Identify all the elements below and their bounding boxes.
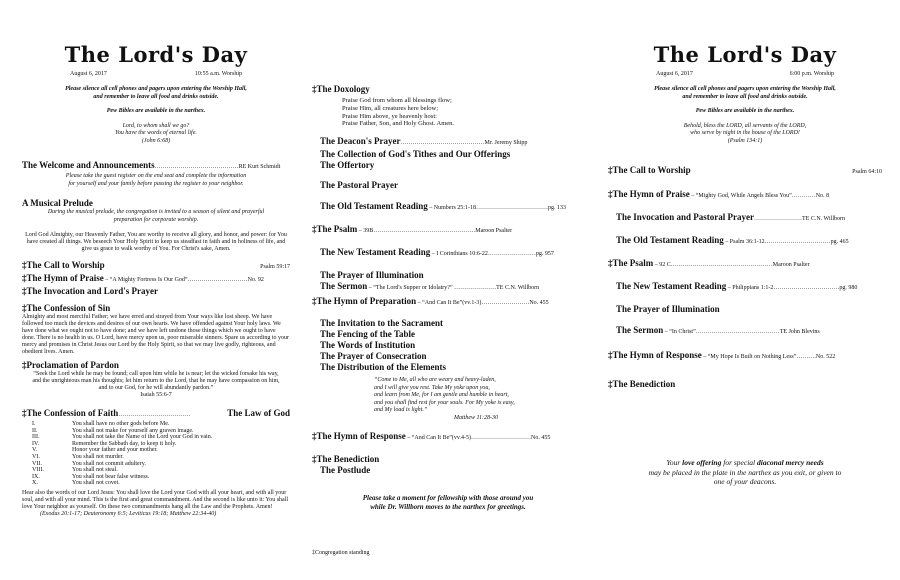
fellowship-line: Please take a moment for fellowship with those around you [362,494,534,503]
standing-symbol: ‡ [22,273,27,283]
benediction-heading [312,454,584,465]
commandment-text: Honor your father and your mother. [72,447,158,454]
call-label: The Call to Worship [26,260,105,270]
quote-line: and learn from Me, for I am gentle and humble in heart, [374,392,509,399]
commandment-number: IX. [32,473,40,480]
faith-dots: ……………………………… [118,412,191,418]
prelude-note-line: During the musical prelude, the congregation is invited to a season of silent and prayerful [47,209,265,215]
column-service-continued [312,0,584,580]
standing-symbol: ‡ [22,260,27,270]
commandment-text: You shall not bear false witness. [72,473,150,480]
commandment-text: You shall not make for yourself any graven image. [72,427,194,434]
standing-symbol: ‡ [312,431,317,442]
standing-symbol: ‡ [22,360,27,370]
tithes-heading: The Collection of God's Tithes and Our Offerings [320,149,511,160]
verse-ref: (John 6:68) [141,137,171,144]
hymn-detail: – “A Mighty Fortress Is Our God”…………………………No. 92 [103,277,264,283]
offering-emphasis: love offering [682,458,722,467]
offering-line: may be placed in the plate in the narthex as you exit, or given to [648,467,842,477]
standing-symbol: ‡ [608,258,613,268]
offering-emphasis: diaconal mercy needs [756,458,824,467]
commandment-text: You shall not take the Name of the Lord your God in vain. [72,434,213,441]
sacrament-list [312,318,584,373]
bibles-notice: Pew Bibles are available in the narthex. [106,108,206,114]
psalm-heading [608,258,882,271]
sermon-heading [608,325,882,338]
psalm-detail: – 92 C……………………………………………Maroon Psalter [653,262,810,268]
sacrament-item: The Invitation to the Sacrament [320,318,443,329]
fellowship-line: while Dr. Willborn moves to the narthex for greetings. [370,503,526,512]
service-date: August 6, 2017 [70,71,107,77]
call-to-worship [608,165,882,178]
call-ref: Psalm 64:10 [852,169,882,175]
standing-symbol: ‡ [312,296,317,307]
illumination-heading: The Prayer of Illumination [320,270,424,281]
postlude-heading: The Postlude [320,465,371,476]
commandment-number: X. [32,480,38,487]
hymn-of-response [608,350,882,363]
offering-pre: Your [666,458,683,467]
invocation-label: The Invocation and Lord's Prayer [26,286,159,296]
offering-line [608,458,882,468]
invocation-leader: ……………………TE C.N. Willborn [754,216,845,222]
confession-text: Almighty and most merciful Father; we have erred and strayed from Your ways like lost sheep. We have followed too much the devices and desires of our own hearts. We have offended against Your holy laws. We have done what we ought not to have done; and we have left undone those things which we ought to have done. There is no health in us. O Lord, have mercy upon us, poor miserable sinners. Spare us according to your mercy and promises in Christ Jesus our Lord by the Holy Spirit, so that we may live godly, righteous, and obedient lives. Amen. [22,314,289,355]
nt-detail: – I Corinthians 10:6-22……………………pg. 957 [430,251,554,258]
commandment-number: II. [32,427,38,434]
doxology-line: Praise Father, Son, and Holy Ghost. Amen. [342,120,455,128]
welcome-leader: ……………………………………RE Kurt Schmidt [154,164,281,170]
sacrament-item: The Fencing of the Table [320,329,416,340]
nt-detail: – Philippians 1:1-2……………………………pg. 980 [726,285,858,291]
sermon-label: The Sermon [320,281,368,292]
nt-label: The New Testament Reading [616,281,727,291]
ot-detail: – Numbers 25:1-18………………………………pg. 133 [427,205,566,212]
standing-symbol: ‡ [312,224,317,235]
commandment-text: You shall not covet. [72,480,120,487]
verse-ref: (Psalm 134:1) [727,137,763,144]
ot-label: The Old Testament Reading [320,201,428,212]
standing-symbol: ‡ [22,408,27,418]
benediction-label: The Benediction [612,379,676,389]
ot-reading [608,235,882,248]
notice-line: Please silence all cell phones and pagers upon entering the Worship Hall, [65,86,247,92]
commandment-number: VI. [32,453,40,460]
hymn-of-praise [22,273,290,286]
call-ref: Psalm 59:17 [260,264,290,270]
quote-line: and My load is light.” [374,407,428,414]
pardon-heading [22,360,290,371]
offertory-heading: The Offertory [320,160,375,171]
response-label: The Hymn of Response [316,431,406,442]
psalm-detail: – 39B……………………………………………Maroon Psalter [357,228,513,235]
commandment-number: I. [32,421,36,427]
commandment-text: Remember the Sabbath day, to keep it holy. [72,440,177,447]
hymn-of-response [312,431,584,444]
invocation-heading [608,212,882,225]
faith-label: The Confession of Faith [26,408,119,418]
sacrament-item: The Distribution of the Elements [320,362,446,373]
prelude-heading: A Musical Prelude [22,198,93,208]
service-time: 6:00 p.m. Worship [789,71,834,77]
pardon-text: “Seek the Lord while he may be found; call upon him while he is near; let the wicked forsake his way, and the unrighteous man his thoughts; let him return to the Lord, that he may have compassion on him, and to our God, for he will abundantly pardon.” [32,371,280,391]
offering-note [608,458,882,487]
sermon-heading [312,281,584,294]
verse-line: who serve by night in the house of the LORD! [690,130,800,136]
ot-detail: – Psalm 36:1-12……………………………pg. 465 [723,239,849,245]
verse-line: Lord, to whom shall we go? [122,122,190,129]
hymn-label: The Hymn of Praise [26,273,104,283]
law-label: The Law of God [227,408,290,418]
standing-symbol: ‡ [312,550,315,557]
standing-symbol: ‡ [312,84,317,94]
opening-prayer: Lord God Almighty, our Heavenly Father, You are worthy to receive all glory, and honor, and power: for You have created all things. We beseech Your Holy Spirit to keep us steadfast in faith and in holiness of life, and give us grace to walk worthy of You. For Christ's sake, Amen. [25,232,287,252]
invocation-heading [22,286,290,297]
pardon-ref: Isaiah 55:6-7 [140,392,172,398]
sermon-label: The Sermon [616,325,664,335]
sermon-detail: – “The Lord's Supper or Idolatry?” …………………TE C.N. Willborn [367,285,540,292]
response-detail: – “And Can It Be”(vv.4-5)…………………………No. 455 [405,435,551,442]
standing-symbol: ‡ [608,165,613,175]
footnote-text: Congregation standing [315,550,370,557]
invitation-quote [312,377,584,422]
notice-line: and remember to leave all food and drinks outside. [93,93,219,100]
quote-line: and you shall find rest for your souls. For My yoke is easy, [374,399,515,406]
prep-detail: – “And Can It Be”(vv.1-3)……………………No. 455 [416,300,549,307]
pardon-label: Proclamation of Pardon [26,360,119,370]
commandment-number: VII. [32,460,42,467]
standing-symbol: ‡ [608,350,613,360]
sacrament-item: The Words of Institution [320,340,416,351]
notice-line: and remember to leave all food and drinks outside. [682,93,808,100]
quote-line: “Come to Me, all who are weary and heavy-laden, [374,377,496,384]
deacon-prayer [312,136,584,149]
doxology-line: Praise Him above, ye heavenly host: [342,112,437,120]
invocation-label: The Invocation and Pastoral Prayer [616,212,754,222]
standing-symbol: ‡ [312,454,317,465]
commandment-text: You shall not murder. [72,453,124,460]
call-label: The Call to Worship [612,165,691,175]
commandment-number: VIII. [32,467,44,474]
column-morning-service [22,0,290,580]
hymn-of-praise [608,189,882,202]
commandments-list [32,421,290,487]
hymn-label: The Hymn of Praise [612,189,690,199]
quote-line: and I will give you rest. Take My yoke upon you, [374,384,490,391]
ot-reading [312,201,584,214]
standing-symbol: ‡ [22,303,27,313]
call-to-worship [22,260,290,273]
welcome-note-line: Please take the guest register on the end seat and complete the information [65,173,247,179]
welcome-heading [22,160,290,173]
quote-ref: Matthew 11:28-30 [454,414,499,421]
psalm-label: The Psalm [316,224,358,235]
illumination-heading: The Prayer of Illumination [616,304,720,314]
commandment-text: You shall not steal. [72,467,118,474]
verse-line: Behold, bless the LORD, all servants of the LORD, [683,122,807,129]
nt-reading [608,281,882,294]
offering-mid: for special [721,458,757,467]
service-date: August 6, 2017 [656,71,693,77]
commandment-number: V. [32,447,38,454]
summary-ref: (Exodus 20:1-17; Deuteronomy 6:5; Leviticus 19:18; Matthew 22:34-40) [40,510,217,517]
deacon-label: The Deacon's Prayer [320,136,401,147]
hymn-detail: – “Mighty God, While Angels Bless You”…………No. 8 [689,193,830,199]
bibles-notice: Pew Bibles are available in the narthex. [695,108,795,114]
ot-label: The Old Testament Reading [616,235,724,245]
standing-symbol: ‡ [608,189,613,199]
sacrament-item: The Prayer of Consecration [320,351,427,362]
benediction-label: The Benediction [316,454,380,465]
doxology-line: Praise Him, all creatures here below; [342,104,439,112]
footnote [312,550,584,557]
pastoral-prayer: The Pastoral Prayer [320,180,398,191]
hymn-of-preparation [312,296,584,309]
service-time: 10:55 a.m. Worship [194,71,242,77]
doxology-heading [312,84,584,95]
offering-line: one of your deacons. [713,477,777,486]
confession-heading [22,303,290,314]
summary-text: Hear also the words of our Lord Jesus: You shall love the Lord your God with all your heart, and with all your soul, and with all your mind. This is the first and great commandment. And the second is like unto it: You shall love Your neighbor as yourself. On these two commandments hang all the Law and the Prophets. Amen! [22,489,289,510]
standing-symbol: ‡ [22,286,27,296]
notice-line: Please silence all cell phones and pagers upon entering the Worship Hall, [654,86,836,92]
psalm-label: The Psalm [612,258,654,268]
commandment-number: III. [32,434,40,441]
prelude-note-line: preparation for corporate worship. [113,216,199,223]
bulletin-title: The Lord's Day [653,42,837,67]
doxology-label: The Doxology [316,84,370,94]
verse-line: You have the words of eternal life. [115,130,197,136]
sermon-detail: – “In Christ”……………………………………TE John Blevins [663,329,820,335]
commandment-number: IV. [32,440,40,447]
bulletin-title: The Lord's Day [64,42,248,67]
welcome-label: The Welcome and Announcements [22,160,155,170]
date-row [608,71,882,77]
welcome-note-line: for yourself and your family before passing the register to your neighbor. [68,180,244,187]
doxology-lines [312,97,584,128]
fellowship-note [312,494,584,512]
column-evening-service [608,0,882,580]
psalm-heading [312,224,584,237]
deacon-leader: ……………………………………Mr. Jeremy Shipp [400,140,528,147]
commandment-text: You shall have no other gods before Me. [72,421,170,427]
date-row [22,71,290,77]
benediction-heading [608,379,882,390]
doxology-line: Praise God from whom all blessings flow; [342,97,452,104]
confession-label: The Confession of Sin [26,303,111,313]
standing-symbol: ‡ [608,379,613,389]
nt-label: The New Testament Reading [320,247,431,258]
response-label: The Hymn of Response [612,350,702,360]
prep-label: The Hymn of Preparation [316,296,417,307]
response-detail: – “My Hope Is Built on Nothing Less”……….No. 522 [701,354,836,360]
nt-reading [312,247,584,260]
commandment-text: You shall not commit adultery. [72,460,146,467]
confession-of-faith [22,408,290,421]
